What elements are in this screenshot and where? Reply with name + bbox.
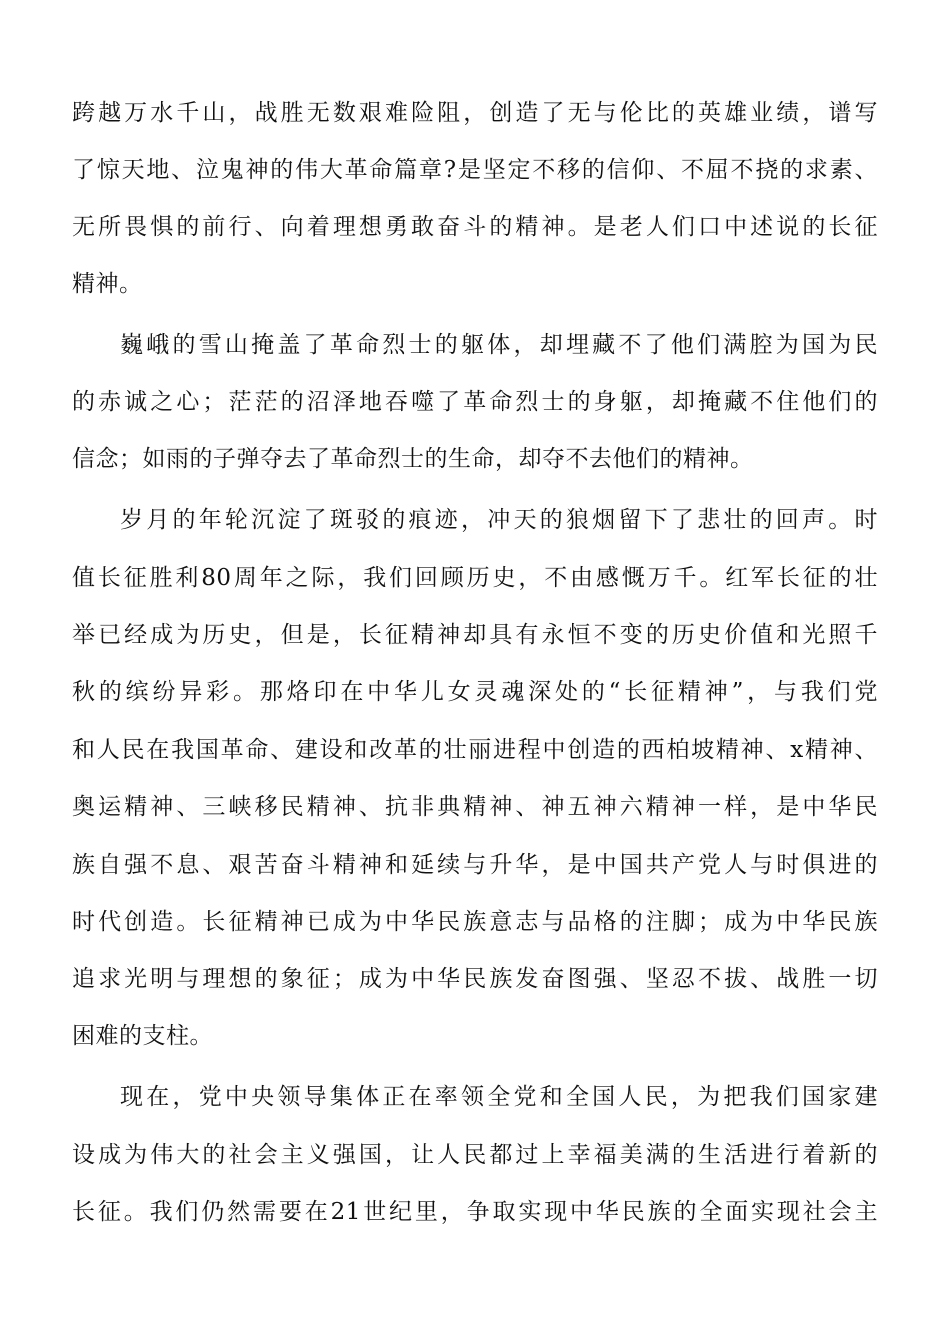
paragraph-3-line-1: 岁月的年轮沉淀了斑驳的痕迹，冲天的狼烟留下了悲壮的回声。时 [120,507,878,533]
paragraph-2-line-2: 的赤诚之心；茫茫的沼泽地吞噬了革命烈士的身躯，却掩藏不住他们的 [72,389,878,415]
paragraph-3-line-10: 困难的支柱。 [72,1023,213,1049]
paragraph-3-line-3: 举已经成为历史，但是，长征精神却具有永恒不变的历史价值和光照千 [72,622,878,648]
paragraph-1-line-4: 精神。 [72,271,143,297]
paragraph-1-line-3: 无所畏惧的前行、向着理想勇敢奋斗的精神。是老人们口中述说的长征 [72,214,878,240]
paragraph-1-line-1: 跨越万水千山，战胜无数艰难险阻，创造了无与伦比的英雄业绩，谱写 [72,100,878,126]
paragraph-1-line-2: 了惊天地、泣鬼神的伟大革命篇章?是坚定不移的信仰、不屈不挠的求素、 [72,157,878,183]
paragraph-3-line-5: 和人民在我国革命、建设和改革的壮丽进程中创造的西柏坡精神、x精神、 [72,737,878,763]
paragraph-4-line-1: 现在，党中央领导集体正在率领全党和全国人民，为把我们国家建 [120,1084,878,1110]
paragraph-3-line-9: 追求光明与理想的象征；成为中华民族发奋图强、坚忍不拔、战胜一切 [72,966,878,992]
paragraph-4-line-2: 设成为伟大的社会主义强国，让人民都过上幸福美满的生活进行着新的 [72,1142,878,1168]
paragraph-3-line-2: 值长征胜利80周年之际，我们回顾历史，不由感慨万千。红军长征的壮 [72,565,878,591]
paragraph-3-line-4: 秋的缤纷异彩。那烙印在中华儿女灵魂深处的“长征精神”，与我们党 [72,679,878,705]
paragraph-2-line-1: 巍峨的雪山掩盖了革命烈士的躯体，却埋藏不了他们满腔为国为民 [120,332,878,358]
paragraph-3-line-7: 族自强不息、艰苦奋斗精神和延续与升华，是中国共产党人与时俱进的 [72,852,878,878]
paragraph-3-line-8: 时代创造。长征精神已成为中华民族意志与品格的注脚；成为中华民族 [72,909,878,935]
paragraph-3-line-6: 奥运精神、三峡移民精神、抗非典精神、神五神六精神一样，是中华民 [72,794,878,820]
paragraph-4-line-3: 长征。我们仍然需要在21世纪里，争取实现中华民族的全面实现社会主 [72,1199,878,1225]
paragraph-2-line-3: 信念；如雨的子弹夺去了革命烈士的生命，却夺不去他们的精神。 [72,446,754,472]
